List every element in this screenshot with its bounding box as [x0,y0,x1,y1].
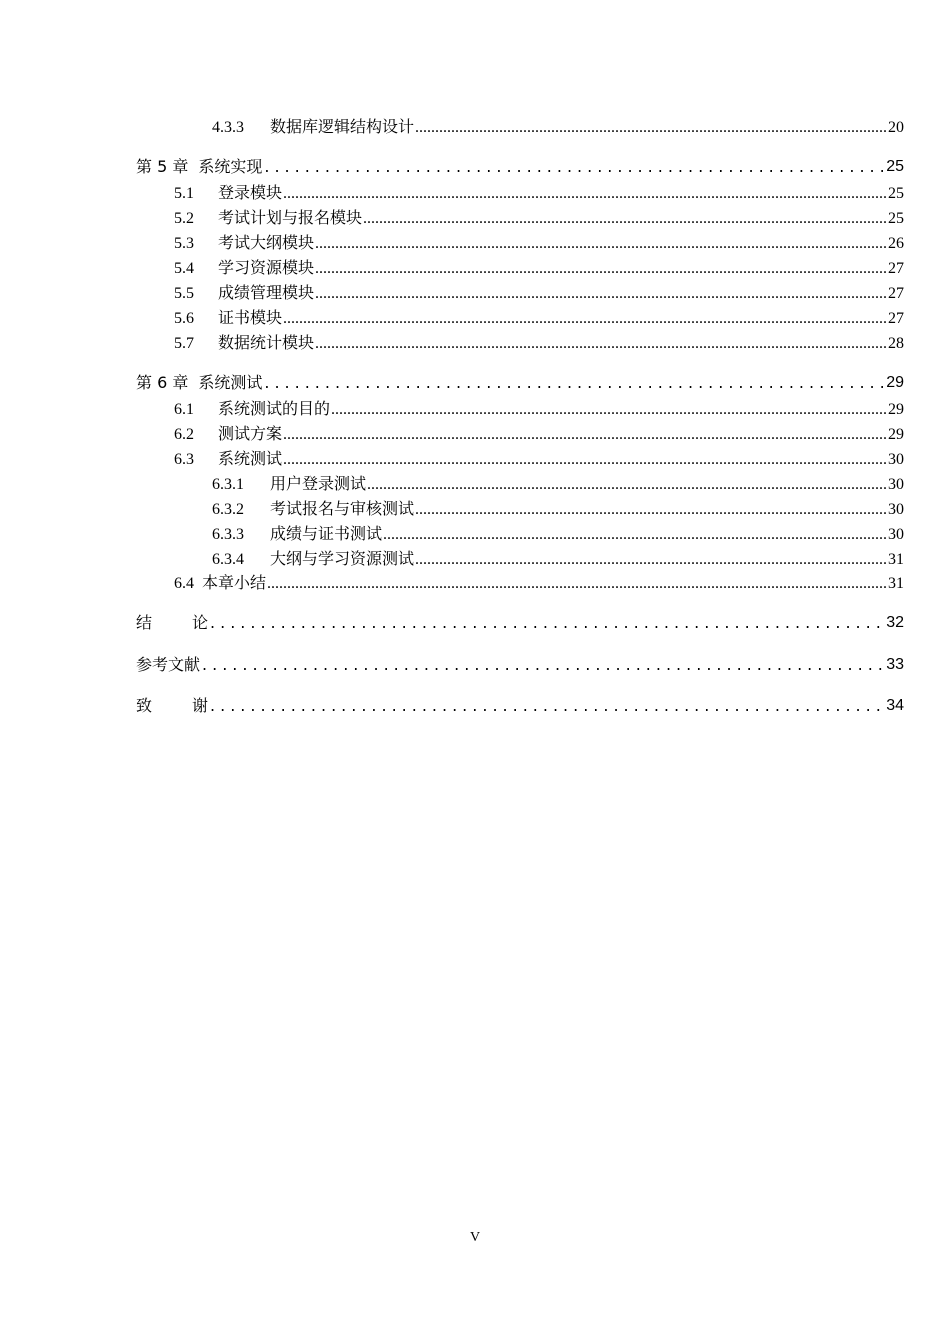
dot-leader [331,400,887,420]
toc-entry[interactable] [174,207,904,229]
toc-entry-title: 成绩管理模块 [218,285,315,302]
toc-entry-page: 29 [886,374,904,391]
toc-chapter-entry[interactable] [136,371,904,393]
toc-entry-page: 25 [888,185,904,202]
toc-entry-title: 系统测试 [218,451,283,468]
dot-leader [283,309,887,329]
dot-leader [283,425,887,445]
toc-entry-title: 考试报名与审核测试 [270,501,415,518]
toc-entry-page: 30 [888,526,904,543]
toc-entry-number: 5.5 [174,285,194,302]
toc-entry-page: 30 [888,476,904,493]
toc-chapter-title: 参考文献 [136,655,201,674]
toc-entry-number: 6.4 [174,575,194,592]
toc-entry-number: 5.7 [174,335,194,352]
toc-chapter-title: 系统测试 [198,373,263,392]
toc-entry-title: 本章小结 [202,575,267,592]
toc-entry-page: 29 [888,401,904,418]
toc-entry-number: 5.2 [174,210,194,227]
toc-entry-page: 30 [888,501,904,518]
toc-entry[interactable] [212,548,904,570]
dot-leader [363,209,887,229]
toc-entry-number: 4.3.3 [212,119,244,136]
toc-entry-number: 6.1 [174,401,194,418]
toc-chapter-number: 致 [136,696,153,715]
toc-entry[interactable] [174,572,904,594]
toc-entry-page: 27 [888,285,904,302]
toc-entry-page: 25 [888,210,904,227]
dot-leader [383,525,887,545]
toc-entry-page: 25 [886,158,904,175]
dot-leader [315,334,887,354]
footer-page-number: V [469,1230,481,1245]
dot-leader [315,284,887,304]
dot-leader [283,450,887,470]
toc-entry[interactable] [174,232,904,254]
toc-entry-title: 数据库逻辑结构设计 [270,119,415,136]
toc-entry-page: 28 [888,335,904,352]
toc-entry-title: 测试方案 [218,426,283,443]
toc-entry-page: 20 [888,119,904,136]
toc-chapter-title: 谢 [192,696,209,715]
toc-entry-page: 26 [888,235,904,252]
dot-leader [415,550,887,570]
toc-chapter-entry[interactable] [136,694,904,716]
dot-leader [367,475,887,495]
toc-entry-number: 6.3.3 [212,526,244,543]
toc-entry-page: 29 [888,426,904,443]
toc-entry-page: 31 [888,551,904,568]
dot-leader [210,613,885,633]
toc-entry-number: 5.4 [174,260,194,277]
toc-chapter-entry[interactable] [136,653,904,675]
toc-entry-title: 大纲与学习资源测试 [270,551,415,568]
toc-entry[interactable] [212,116,904,138]
dot-leader [315,259,887,279]
dot-leader [264,373,885,393]
toc-chapter-number: 结 [136,613,153,632]
toc-entry-number: 5.6 [174,310,194,327]
toc-chapter-number: 第 5 章 [136,157,189,176]
toc-entry-page: 27 [888,260,904,277]
toc-entry-title: 学习资源模块 [218,260,315,277]
dot-leader [202,655,885,675]
toc-entry-number: 6.3.1 [212,476,244,493]
toc-entry-title: 登录模块 [218,185,283,202]
toc-entry[interactable] [212,473,904,495]
toc-entry-title: 用户登录测试 [270,476,367,493]
toc-entry-title: 证书模块 [218,310,283,327]
toc-entry-number: 6.3.2 [212,501,244,518]
toc-entry[interactable] [212,523,904,545]
toc-entry-page: 34 [886,697,904,714]
toc-entry-title: 数据统计模块 [218,335,315,352]
toc-entry[interactable] [174,423,904,445]
toc-entry-title: 考试大纲模块 [218,235,315,252]
toc-entry-title: 考试计划与报名模块 [218,210,363,227]
toc-entry-number: 5.3 [174,235,194,252]
toc-entry-page: 33 [886,656,904,673]
toc-chapter-title: 论 [192,613,209,632]
toc-entry-number: 6.3 [174,451,194,468]
toc-chapter-entry[interactable] [136,611,904,633]
toc-entry-page: 27 [888,310,904,327]
toc-entry[interactable] [174,257,904,279]
dot-leader [315,234,887,254]
toc-entry-title: 系统测试的目的 [218,401,331,418]
dot-leader [267,574,887,594]
toc-entry[interactable] [174,182,904,204]
toc-entry-number: 6.2 [174,426,194,443]
toc-entry[interactable] [174,282,904,304]
toc-chapter-number: 第 6 章 [136,373,189,392]
toc-entry[interactable] [174,307,904,329]
toc-entry[interactable] [174,332,904,354]
toc-entry[interactable] [174,398,904,420]
toc-entry-title: 成绩与证书测试 [270,526,383,543]
toc-entry-number: 6.3.4 [212,551,244,568]
toc-chapter-entry[interactable] [136,155,904,177]
toc-entry-page: 30 [888,451,904,468]
toc-entry-number: 5.1 [174,185,194,202]
dot-leader [264,157,885,177]
toc-entry[interactable] [174,448,904,470]
toc-entry-page: 32 [886,614,904,631]
dot-leader [210,696,885,716]
toc-chapter-title: 系统实现 [198,157,263,176]
dot-leader [283,184,887,204]
toc-entry[interactable] [212,498,904,520]
dot-leader [415,500,887,520]
dot-leader [415,118,887,138]
toc-entry-page: 31 [888,575,904,592]
